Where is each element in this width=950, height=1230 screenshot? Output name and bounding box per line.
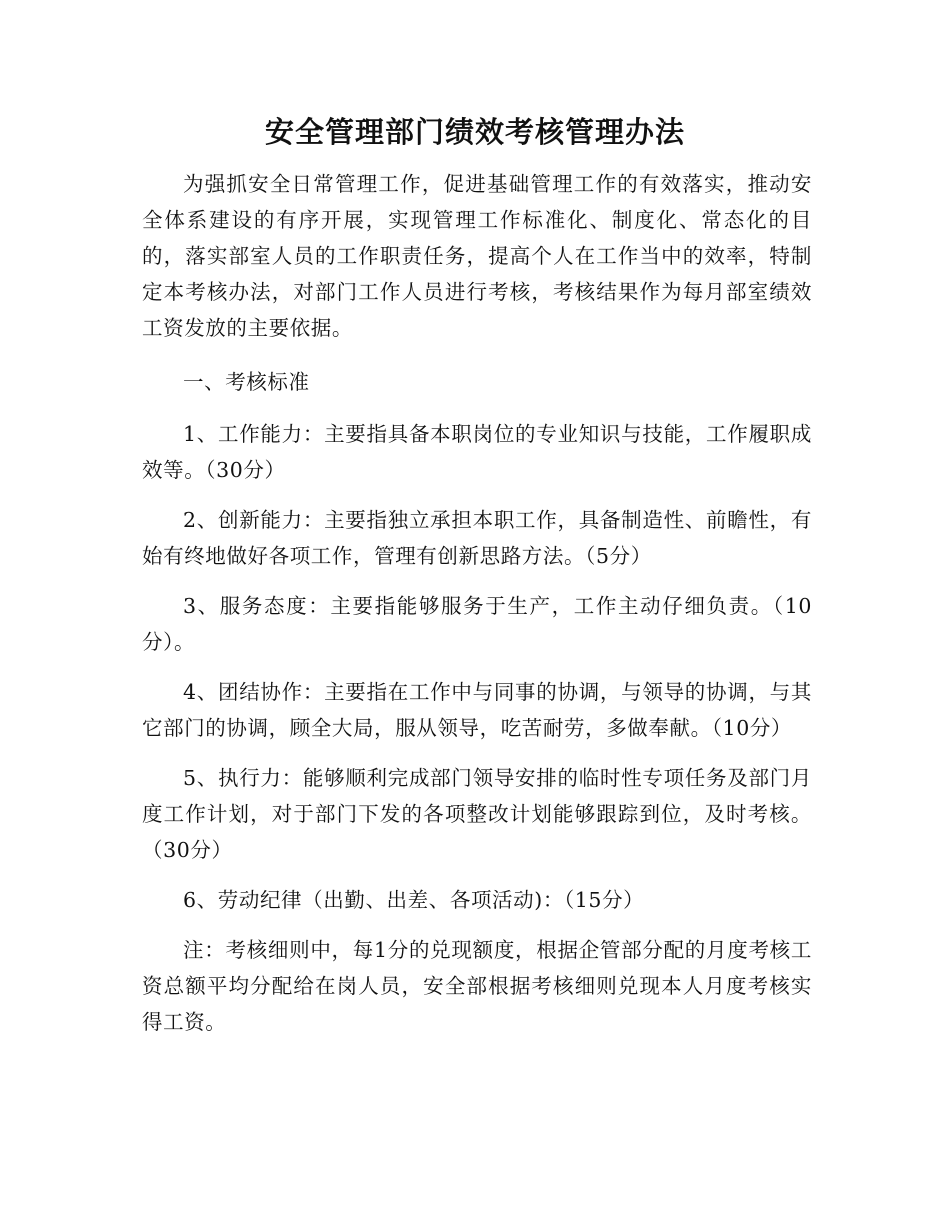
document-title: 安全管理部门绩效考核管理办法 [264, 115, 685, 149]
criteria-item-2: 2、创新能力：主要指独立承担本职工作，具备制造性、前瞻性，有始有终地做好各项工作，管理有创新思路方法。（5分） [142, 508, 812, 568]
note-paragraph: 注：考核细则中，每1分的兑现额度，根据企管部分配的月度考核工资总额平均分配给在岗人员，安全部根据考核细则兑现本人月度考核实得工资。 [142, 938, 812, 1034]
section-heading: 一、考核标准 [183, 370, 310, 394]
criteria-item-4: 4、团结协作：主要指在工作中与同事的协调，与领导的协调，与其它部门的协调，顾全大局，服从领导，吃苦耐劳，多做奉献。（10分） [142, 680, 812, 740]
criteria-item-1: 1、工作能力：主要指具备本职岗位的专业知识与技能，工作履职成效等。（30分） [142, 422, 812, 482]
criteria-item-6: 6、劳动纪律（出勤、出差、各项活动)：（15分） [183, 888, 645, 912]
criteria-item-3: 3、服务态度：主要指能够服务于生产，工作主动仔细负责。（10分）。 [142, 594, 812, 654]
document-body [142, 166, 812, 1054]
criteria-item-5: 5、执行力：能够顺利完成部门领导安排的临时性专项任务及部门月度工作计划，对于部门下发的各项整改计划能够跟踪到位，及时考核。（30分） [142, 766, 812, 862]
intro-paragraph: 为强抓安全日常管理工作，促进基础管理工作的有效落实，推动安全体系建设的有序开展，实现管理工作标准化、制度化、常态化的目的，落实部室人员的工作职责任务，提高个人在工作当中的效率，特制定本考核办法，对部门工作人员进行考核，考核结果作为每月部室绩效工资发放的主要依据。 [142, 172, 812, 340]
